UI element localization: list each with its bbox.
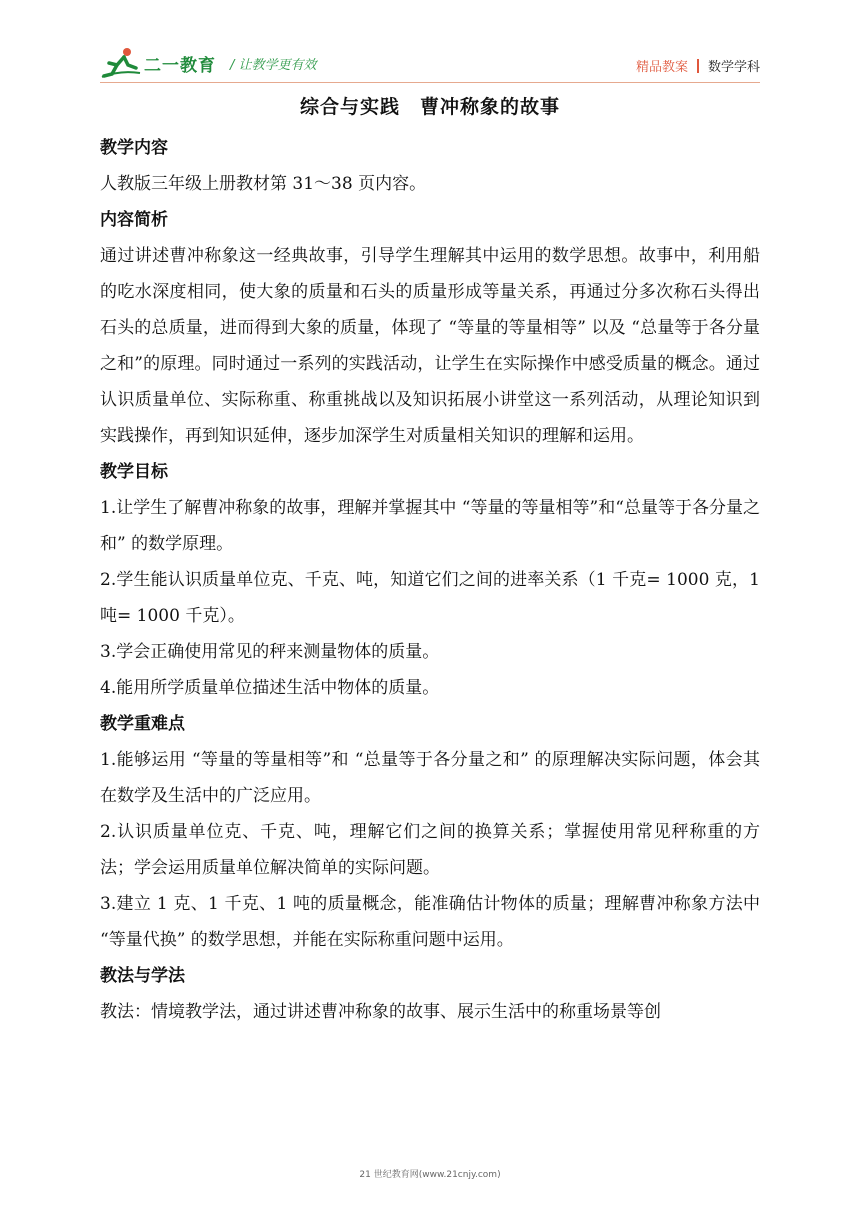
paragraph: 通过讲述曹冲称象这一经典故事，引导学生理解其中运用的数学思想。故事中，利用船的吃水深度相同，使大象的质量和石头的质量形成等量关系，再通过分多次称石头得出石头的总质量，进而得到大象的质量，体现了 “等量的等量相等” 以及 “总量等于各分量之和”的原理。同时通过一系列的实践活动，让学生在实际操作中感受质量的概念。通过认识质量单位、实际称重、称重挑战以及知识拓展小讲堂这一系列活动，从理论知识到实践操作，再到知识延伸，逐步加深学生对质量相关知识的理解和运用。 bbox=[100, 246, 760, 446]
paragraph: 教法：情境教学法，通过讲述曹冲称象的故事、展示生活中的称重场景等创 bbox=[100, 1002, 661, 1022]
header-divider bbox=[100, 82, 760, 83]
paragraph: 1.能够运用 “等量的等量相等”和 “总量等于各分量之和” 的原理解决实际问题，体会其在数学及生活中的广泛应用。 bbox=[100, 750, 760, 806]
paragraph: 3.建立 1 克、1 千克、1 吨的质量概念，能准确估计物体的质量；理解曹冲称象方法中 “等量代换” 的数学思想，并能在实际称重问题中运用。 bbox=[100, 894, 760, 950]
tag-subject: 数学学科 bbox=[707, 60, 760, 75]
slogan: / 让教学更有效 bbox=[230, 57, 317, 73]
tag-lesson-plan: 精品教案 bbox=[635, 60, 688, 75]
document-body bbox=[100, 130, 760, 1030]
page-footer: 21 世纪教育网(www.21cnjy.com) bbox=[359, 1170, 501, 1180]
section-heading: 内容简析 bbox=[100, 210, 168, 230]
section-heading: 教学重难点 bbox=[100, 714, 185, 734]
paragraph: 2.认识质量单位克、千克、吨，理解它们之间的换算关系；掌握使用常见秤称重的方法；学会运用质量单位解决简单的实际问题。 bbox=[100, 822, 760, 878]
page-header bbox=[100, 46, 760, 86]
brand-logo bbox=[100, 46, 317, 80]
section-heading: 教学目标 bbox=[100, 462, 168, 482]
section-heading: 教法与学法 bbox=[100, 966, 185, 986]
header-tags bbox=[636, 56, 760, 75]
paragraph: 1.让学生了解曹冲称象的故事，理解并掌握其中 “等量的等量相等”和“总量等于各分量之和” 的数学原理。 bbox=[100, 498, 760, 554]
logo-text: 二一教育 bbox=[144, 55, 216, 76]
paragraph: 2.学生能认识质量单位克、千克、吨，知道它们之间的进率关系（1 千克= 1000 克，1 吨= 1000 千克）。 bbox=[100, 570, 760, 626]
paragraph: 4.能用所学质量单位描述生活中物体的质量。 bbox=[100, 678, 440, 698]
paragraph: 人教版三年级上册教材第 31～38 页内容。 bbox=[100, 174, 427, 194]
runner-logo-icon bbox=[100, 46, 142, 80]
tag-divider bbox=[697, 59, 699, 73]
section-heading: 教学内容 bbox=[100, 138, 168, 158]
paragraph: 3.学会正确使用常见的秤来测量物体的质量。 bbox=[100, 642, 440, 662]
document-title: 综合与实践 曹冲称象的故事 bbox=[299, 96, 560, 118]
